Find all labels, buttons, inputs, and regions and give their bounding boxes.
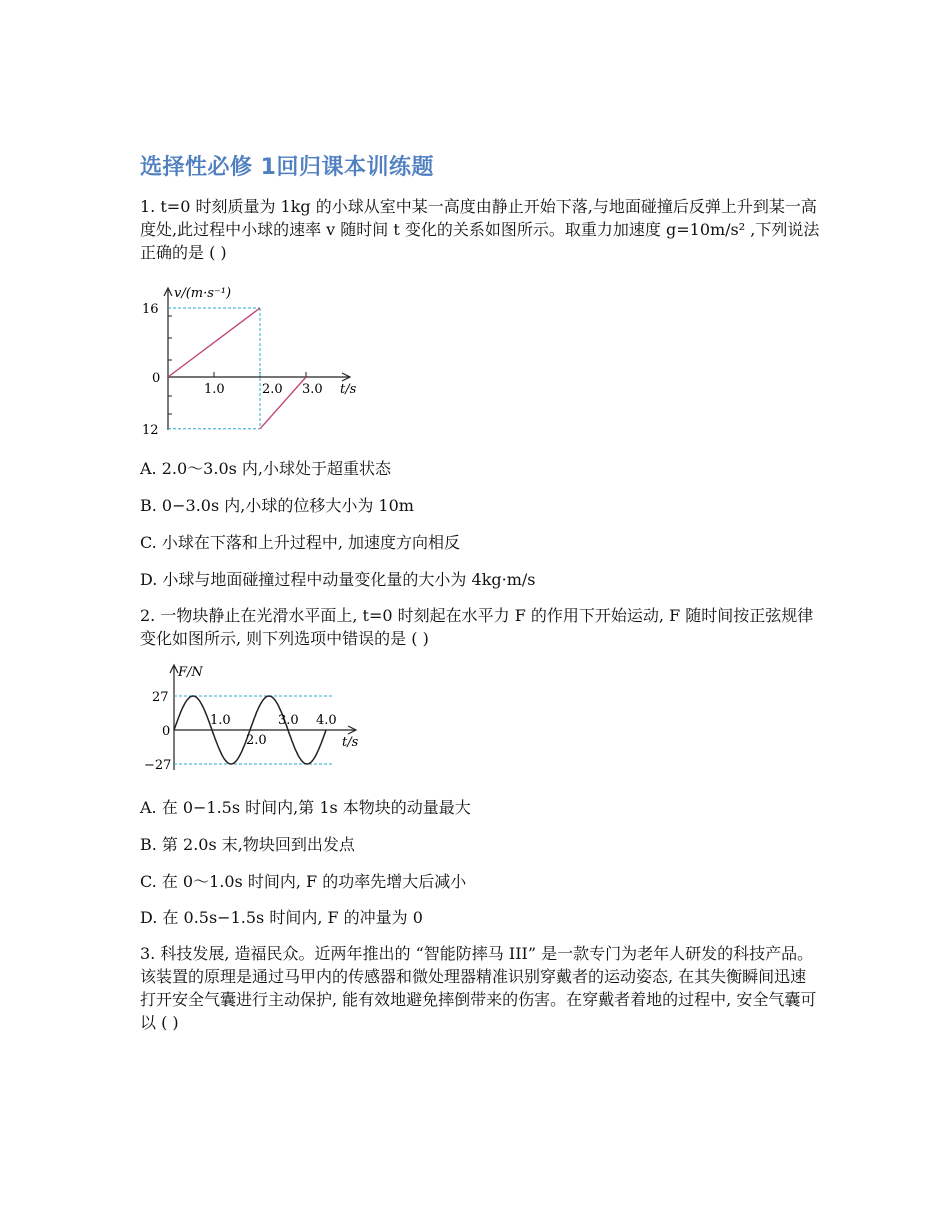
y-tick-label-12: 12 xyxy=(142,422,159,438)
x-tick-label-3: 3.0 xyxy=(278,713,299,728)
q1-option-d: D. 小球与地面碰撞过程中动量变化量的大小为 4kg·m/s xyxy=(140,570,536,589)
page-title: 选择性必修 1回归课本训练题 xyxy=(140,155,434,180)
y-axis-label: F/N xyxy=(178,665,203,680)
q1-option-c: C. 小球在下落和上升过程中, 加速度方向相反 xyxy=(140,533,461,552)
series-fall xyxy=(168,308,260,377)
x-tick-label-2: 2.0 xyxy=(262,382,283,397)
x-tick-label-3: 3.0 xyxy=(302,382,323,397)
x-tick-label-4: 4.0 xyxy=(316,713,337,728)
y-tick-label-0: 0 xyxy=(162,724,171,739)
question-2-stem: 2. 一物块静止在光滑水平面上, t=0 时刻起在水平力 F 的作用下开始运动, F 随时间按正弦规律变化如图所示, 则下列选项中错误的是 ( ) xyxy=(140,606,814,648)
x-tick-label-1: 1.0 xyxy=(204,382,225,397)
q2-option-a: A. 在 0−1.5s 时间内,第 1s 本物块的动量最大 xyxy=(140,798,471,817)
x-tick-label-2: 2.0 xyxy=(246,733,267,748)
y-tick-label-16: 16 xyxy=(142,302,159,317)
q2-option-b: B. 第 2.0s 末,物块回到出发点 xyxy=(140,835,355,854)
question-3-stem: 3. 科技发展, 造福民众。近两年推出的 “智能防摔马 III” 是一款专门为老年人研发的科技产品。该装置的原理是通过马甲内的传感器和微处理器精准识别穿戴者的运动姿态, 在其失衡瞬间迅速打开安全气囊进行主动保护, 能有效地避免摔倒带来的伤害。在穿戴者着地的过程中, 安全气囊可以 ( ) xyxy=(140,944,817,1032)
q1-option-a: A. 2.0～3.0s 内,小球处于超重状态 xyxy=(140,459,392,478)
question-1-stem: 1. t=0 时刻质量为 1kg 的小球从室中某一高度由静止开始下落,与地面碰撞后反弹上升到某一高度处,此过程中小球的速率 v 随时间 t 变化的关系如图所示。取重力加速度 g=10m/s² ,下列说法正确的是 ( ) xyxy=(140,197,820,262)
x-axis-label: t/s xyxy=(340,382,357,397)
y-tick-label-0: 0 xyxy=(152,371,161,386)
q1-option-b: B. 0−3.0s 内,小球的位移大小为 10m xyxy=(140,496,414,515)
q2-option-d: D. 在 0.5s−1.5s 时间内, F 的冲量为 0 xyxy=(140,908,423,927)
q2-option-c: C. 在 0～1.0s 时间内, F 的功率先增大后减小 xyxy=(140,872,467,891)
velocity-time-graph xyxy=(138,280,378,450)
y-axis-label: v/(m·s⁻¹) xyxy=(174,286,232,301)
x-axis-label: t/s xyxy=(342,735,359,750)
y-tick-label-minus-27: −27 xyxy=(144,758,172,773)
y-tick-label-27: 27 xyxy=(152,690,169,705)
force-time-graph xyxy=(138,660,378,780)
x-tick-label-1: 1.0 xyxy=(210,713,231,728)
